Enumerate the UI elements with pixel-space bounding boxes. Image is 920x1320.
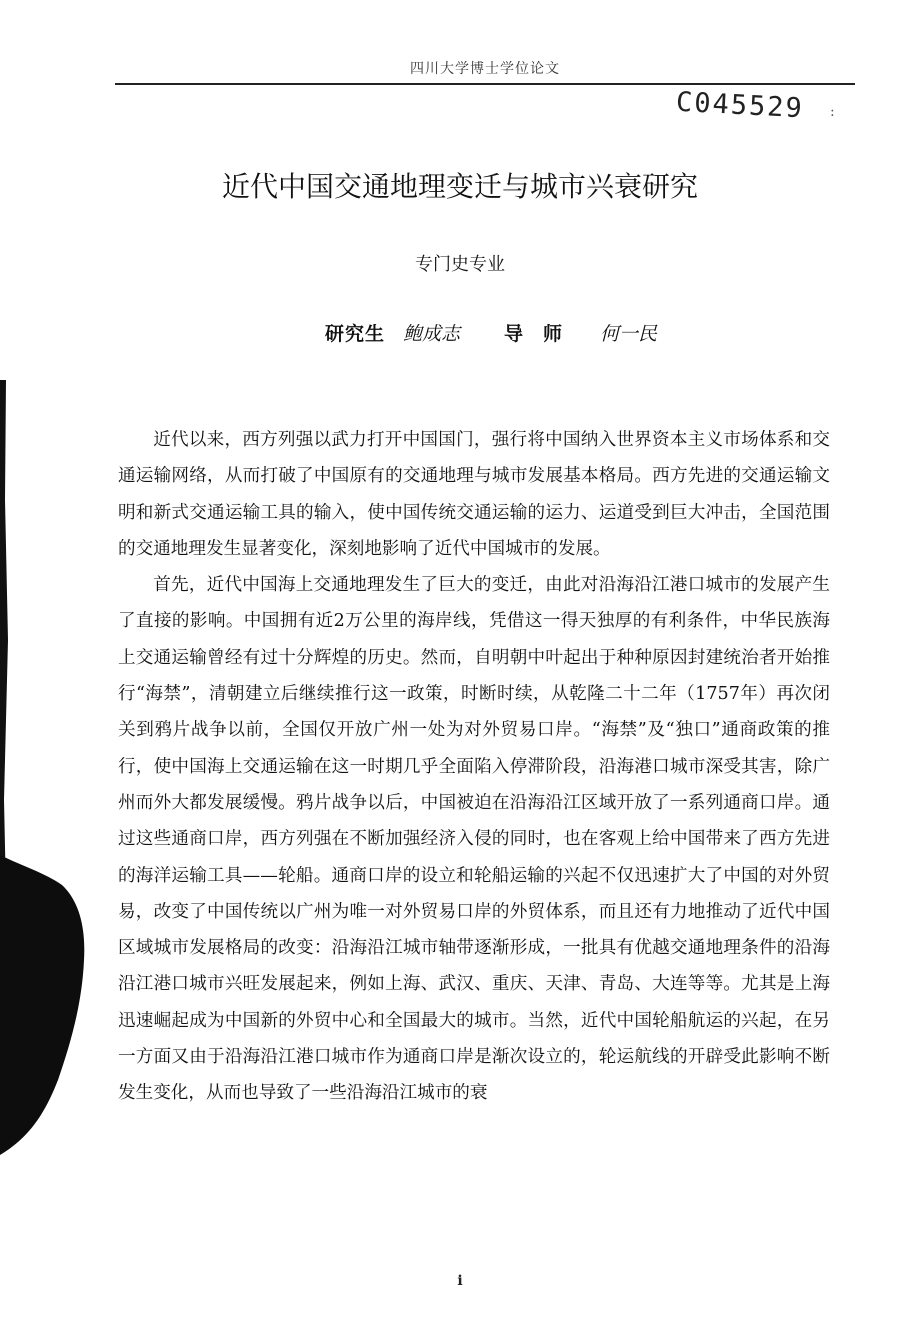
- advisor-name: 何一民: [600, 323, 658, 345]
- stamp-mark: :: [830, 104, 835, 120]
- advisor-label: 导师: [504, 323, 583, 345]
- page-number: i: [457, 1273, 463, 1289]
- author-line: [325, 319, 657, 346]
- paragraph: 近代以来，西方列强以武力打开中国国门，强行将中国纳入世界资本主义市场体系和交通运输网络，从而打破了中国原有的交通地理与城市发展基本格局。西方先进的交通运输文明和新式交通运输工具的输入，使中国传统交通运输的运力、运道受到巨大冲击，全国范围的交通地理发生显著变化，深刻地影响了近代中国城市的发展。: [118, 430, 830, 559]
- student-name: 鲍成志: [403, 323, 461, 345]
- scan-shadow-artifact: [0, 855, 90, 1155]
- thesis-title: 近代中国交通地理变迁与城市兴衰研究: [221, 170, 698, 203]
- student-label: 研究生: [325, 323, 386, 345]
- paragraph: 首先，近代中国海上交通地理发生了巨大的变迁，由此对沿海沿江港口城市的发展产生了直接的影响。中国拥有近2万公里的海岸线，凭借这一得天独厚的有利条件，中华民族海上交通运输曾经有过十分辉煌的历史。然而，自明朝中叶起出于种种原因封建统治者开始推行“海禁”，清朝建立后继续推行这一政策，时断时续，从乾隆二十二年（1757年）再次闭关到鸦片战争以前，全国仅开放广州一处为对外贸易口岸。“海禁”及“独口”通商政策的推行，使中国海上交通运输在这一时期几乎全面陷入停滞阶段，沿海港口城市深受其害，除广州而外大都发展缓慢。鸦片战争以后，中国被迫在沿海沿江区域开放了一系列通商口岸。通过这些通商口岸，西方列强在不断加强经济入侵的同时，也在客观上给中国带来了西方先进的海洋运输工具——轮船。通商口岸的设立和轮船运输的兴起不仅迅速扩大了中国的对外贸易，改变了中国传统以广州为唯一对外贸易口岸的外贸体系，而且还有力地推动了近代中国区域城市发展格局的改变：沿海沿江城市轴带逐渐形成，一批具有优越交通地理条件的沿海沿江港口城市兴旺发展起来，例如上海、武汉、重庆、天津、青岛、大连等等。尤其是上海迅速崛起成为中国新的外贸中心和全国最大的城市。当然，近代中国轮船航运的兴起，在另一方面又由于沿海沿江港口城市作为通商口岸是渐次设立的，轮运航线的开辟受此影响不断发生变化，从而也导致了一些沿海沿江城市的衰: [118, 575, 830, 1104]
- abstract-body: [118, 422, 830, 1112]
- running-header: 四川大学博士学位论文: [410, 61, 560, 77]
- header-rule: [115, 83, 855, 85]
- major-line: 专门史专业: [415, 254, 505, 275]
- archive-stamp: C045529: [675, 86, 805, 125]
